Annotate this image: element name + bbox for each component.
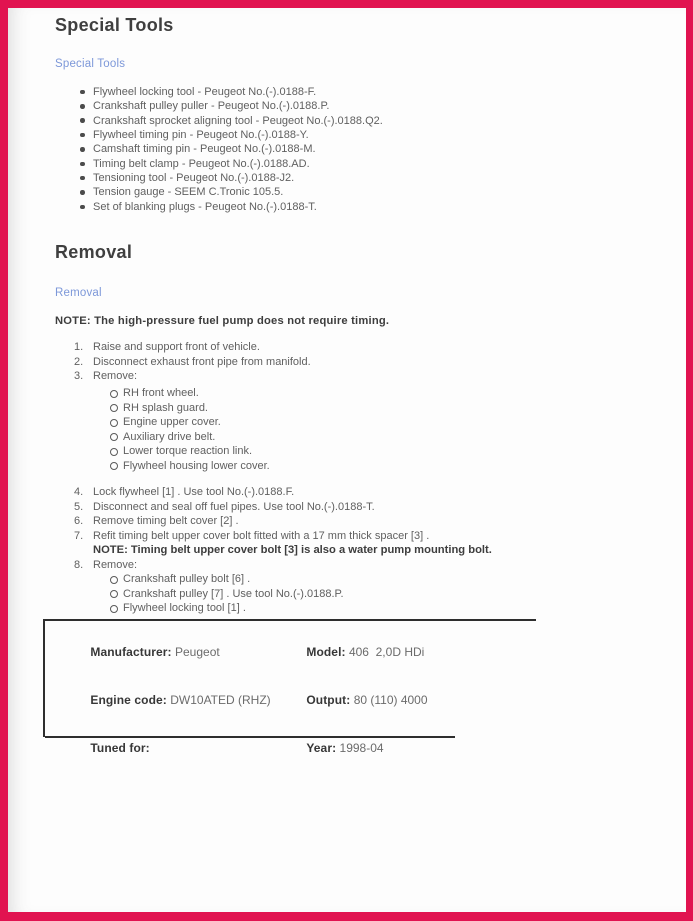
substep-item: Crankshaft pulley bolt [6] . [55, 572, 674, 587]
tool-list-item: Tensioning tool - Peugeot No.(-).0188-J2. [55, 171, 674, 185]
info-row [57, 628, 271, 676]
step-row [55, 485, 674, 500]
info-value: 80 (110) 4000 [350, 693, 428, 707]
removal-steps-1-3 [55, 340, 674, 384]
step-number: 5. [74, 500, 84, 513]
step-text: Remove: [93, 370, 138, 382]
info-label: Engine code: [90, 693, 167, 707]
step-text: Remove: [93, 558, 138, 571]
tool-list-item: Flywheel locking tool - Peugeot No.(-).0188-F. [55, 85, 674, 99]
substep-item: Auxiliary drive belt. [55, 430, 674, 445]
substep-item: Flywheel locking tool [1] . [55, 601, 674, 616]
step-row [55, 529, 674, 544]
step-text: Disconnect exhaust front pipe from manifold. [93, 355, 311, 368]
step-number: 7. [74, 529, 84, 542]
info-value: DW10ATED (RHZ) [166, 693, 271, 707]
vehicle-info-left-column [57, 628, 271, 772]
removal-link[interactable]: Removal [55, 287, 102, 299]
step8-sublist [55, 572, 674, 616]
info-value: Peugeot [171, 645, 220, 659]
removal-note: NOTE: The high-pressure fuel pump does not require timing. [55, 315, 390, 327]
step-number: 8. [74, 558, 84, 571]
step-row [55, 514, 674, 529]
step-row [55, 369, 674, 384]
special-tools-heading: Special Tools [55, 15, 174, 35]
info-label: Year: [306, 741, 337, 755]
info-label: Model: [306, 645, 346, 659]
step-row [55, 340, 674, 355]
step-number: 2. [74, 355, 84, 368]
step-text: Disconnect and seal off fuel pipes. Use tool No.(-).0188-T. [93, 500, 375, 513]
step-number: 6. [74, 515, 84, 527]
substep-item: Lower torque reaction link. [55, 444, 674, 459]
substep-item: RH front wheel. [55, 386, 674, 401]
info-row [273, 628, 428, 676]
info-value: 406 2,0D HDi [345, 645, 425, 659]
special-tools-list [55, 85, 674, 214]
info-label: Tuned for: [90, 741, 150, 755]
vehicle-info-right-column [273, 628, 428, 772]
step-text: Raise and support front of vehicle. [93, 341, 260, 353]
substep-item: Flywheel housing lower cover. [55, 459, 674, 474]
substep-item: Crankshaft pulley [7] . Use tool No.(-).0188.P. [55, 587, 674, 602]
step7-note-row [55, 543, 674, 558]
tool-list-item: Camshaft timing pin - Peugeot No.(-).0188-M. [55, 142, 674, 156]
substep-item: Engine upper cover. [55, 415, 674, 430]
step-text: Refit timing belt upper cover bolt fitted with a 17 mm thick spacer [3] . [93, 529, 430, 542]
info-row [57, 724, 271, 772]
info-value: 1998-04 [336, 741, 384, 755]
step3-sublist [55, 386, 674, 473]
step-text: Lock flywheel [1] . Use tool No.(-).0188.F. [93, 486, 295, 498]
step-row [55, 355, 674, 370]
step-number: 1. [74, 341, 84, 353]
step7-note: NOTE: Timing belt upper cover bolt [3] is also a water pump mounting bolt. [93, 544, 492, 556]
info-label: Output: [306, 693, 351, 707]
step-row [55, 500, 674, 515]
removal-steps-4-8 [55, 485, 674, 572]
document-page [8, 8, 686, 912]
step-text: Remove timing belt cover [2] . [93, 515, 239, 527]
substep-item: RH splash guard. [55, 401, 674, 416]
step-row [55, 558, 674, 573]
tool-list-item: Tension gauge - SEEM C.Tronic 105.5. [55, 185, 674, 199]
tool-list-item: Set of blanking plugs - Peugeot No.(-).0188-T. [55, 200, 674, 214]
info-row [273, 676, 428, 724]
step-number: 3. [74, 370, 84, 382]
info-row [273, 724, 428, 772]
tool-list-item: Crankshaft sprocket aligning tool - Peugeot No.(-).0188.Q2. [55, 114, 674, 128]
vehicle-info-box [43, 619, 536, 755]
removal-heading: Removal [55, 242, 133, 262]
info-label: Manufacturer: [90, 645, 172, 659]
special-tools-link[interactable]: Special Tools [55, 58, 126, 70]
info-row [57, 676, 271, 724]
tool-list-item: Flywheel timing pin - Peugeot No.(-).0188-Y. [55, 128, 674, 142]
step-number: 4. [74, 486, 84, 498]
tool-list-item: Timing belt clamp - Peugeot No.(-).0188.AD. [55, 157, 674, 171]
tool-list-item: Crankshaft pulley puller - Peugeot No.(-).0188.P. [55, 99, 674, 113]
